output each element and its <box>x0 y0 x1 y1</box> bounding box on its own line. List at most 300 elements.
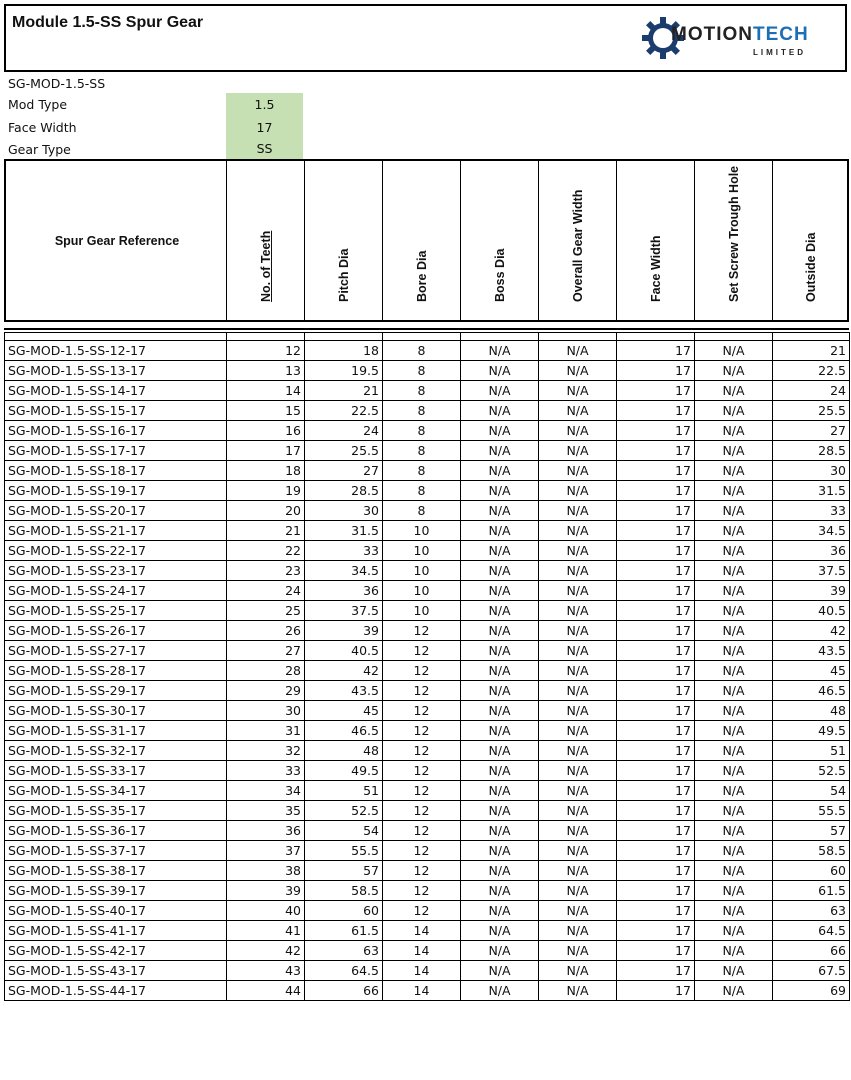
cell-face: 17 <box>617 961 695 981</box>
cell-setscrew: N/A <box>695 761 773 781</box>
cell-bore: 14 <box>383 921 461 941</box>
cell-overall: N/A <box>539 381 617 401</box>
header-face-cell <box>616 161 694 320</box>
cell-boss: N/A <box>461 921 539 941</box>
cell-reference: SG-MOD-1.5-SS-23-17 <box>5 561 227 581</box>
cell-teeth: 21 <box>227 521 305 541</box>
cell-setscrew: N/A <box>695 581 773 601</box>
header-overall-cell <box>538 161 616 320</box>
cell-setscrew: N/A <box>695 501 773 521</box>
cell-bore: 12 <box>383 701 461 721</box>
cell-reference: SG-MOD-1.5-SS-35-17 <box>5 801 227 821</box>
cell-pitch: 30 <box>305 501 383 521</box>
cell-setscrew: N/A <box>695 781 773 801</box>
cell-outside: 42 <box>773 621 850 641</box>
cell-overall: N/A <box>539 461 617 481</box>
cell-setscrew: N/A <box>695 861 773 881</box>
cell-overall: N/A <box>539 341 617 361</box>
cell-overall: N/A <box>539 621 617 641</box>
cell-pitch: 42 <box>305 661 383 681</box>
cell-boss: N/A <box>461 741 539 761</box>
cell-bore: 12 <box>383 681 461 701</box>
header-pitch-cell <box>304 161 382 320</box>
cell-pitch: 34.5 <box>305 561 383 581</box>
cell-setscrew: N/A <box>695 981 773 1001</box>
cell-pitch: 28.5 <box>305 481 383 501</box>
cell-teeth: 24 <box>227 581 305 601</box>
cell-outside: 33 <box>773 501 850 521</box>
cell-face: 17 <box>617 661 695 681</box>
cell-bore: 8 <box>383 461 461 481</box>
cell-outside: 52.5 <box>773 761 850 781</box>
cell-boss: N/A <box>461 661 539 681</box>
page-title: Module 1.5-SS Spur Gear <box>12 14 204 31</box>
cell-reference: SG-MOD-1.5-SS-31-17 <box>5 721 227 741</box>
cell-boss: N/A <box>461 681 539 701</box>
cell-bore: 12 <box>383 781 461 801</box>
cell-teeth: 40 <box>227 901 305 921</box>
table-header <box>4 159 849 322</box>
cell-setscrew: N/A <box>695 841 773 861</box>
cell-teeth: 15 <box>227 401 305 421</box>
cell-bore: 12 <box>383 801 461 821</box>
cell-outside: 69 <box>773 981 850 1001</box>
cell-reference: SG-MOD-1.5-SS-14-17 <box>5 381 227 401</box>
cell-setscrew: N/A <box>695 521 773 541</box>
cell-teeth: 31 <box>227 721 305 741</box>
cell-reference: SG-MOD-1.5-SS-32-17 <box>5 741 227 761</box>
cell-bore: 12 <box>383 761 461 781</box>
table-row <box>5 761 850 781</box>
cell-setscrew: N/A <box>695 701 773 721</box>
cell-pitch: 54 <box>305 821 383 841</box>
cell-overall: N/A <box>539 681 617 701</box>
cell-outside: 57 <box>773 821 850 841</box>
cell-teeth: 33 <box>227 761 305 781</box>
cell-pitch: 31.5 <box>305 521 383 541</box>
table-row <box>5 461 850 481</box>
table-row <box>5 741 850 761</box>
cell-outside: 45 <box>773 661 850 681</box>
cell-bore: 12 <box>383 861 461 881</box>
cell-overall: N/A <box>539 901 617 921</box>
cell-teeth: 42 <box>227 941 305 961</box>
cell-overall: N/A <box>539 861 617 881</box>
table-row <box>5 421 850 441</box>
cell-reference: SG-MOD-1.5-SS-30-17 <box>5 701 227 721</box>
cell-pitch: 25.5 <box>305 441 383 461</box>
cell-outside: 31.5 <box>773 481 850 501</box>
table-row <box>5 641 850 661</box>
cell-setscrew: N/A <box>695 641 773 661</box>
cell-overall: N/A <box>539 581 617 601</box>
table-row <box>5 501 850 521</box>
cell-boss: N/A <box>461 941 539 961</box>
cell-boss: N/A <box>461 521 539 541</box>
cell-setscrew: N/A <box>695 741 773 761</box>
cell-outside: 64.5 <box>773 921 850 941</box>
cell-face: 17 <box>617 541 695 561</box>
cell-overall: N/A <box>539 941 617 961</box>
cell-reference: SG-MOD-1.5-SS-34-17 <box>5 781 227 801</box>
cell-pitch: 24 <box>305 421 383 441</box>
cell-outside: 67.5 <box>773 961 850 981</box>
cell-face: 17 <box>617 761 695 781</box>
cell-reference: SG-MOD-1.5-SS-44-17 <box>5 981 227 1001</box>
motiontech-logo <box>641 10 831 66</box>
cell-bore: 8 <box>383 441 461 461</box>
cell-setscrew: N/A <box>695 941 773 961</box>
header-reference: Spur Gear Reference <box>54 233 180 248</box>
cell-bore: 10 <box>383 541 461 561</box>
cell-face: 17 <box>617 841 695 861</box>
cell-face: 17 <box>617 941 695 961</box>
cell-reference: SG-MOD-1.5-SS-22-17 <box>5 541 227 561</box>
cell-bore: 12 <box>383 821 461 841</box>
cell-face: 17 <box>617 681 695 701</box>
cell-reference: SG-MOD-1.5-SS-42-17 <box>5 941 227 961</box>
cell-setscrew: N/A <box>695 921 773 941</box>
cell-reference: SG-MOD-1.5-SS-37-17 <box>5 841 227 861</box>
cell-overall: N/A <box>539 441 617 461</box>
mod-type-value: 1.5 <box>226 93 303 117</box>
cell-outside: 39 <box>773 581 850 601</box>
cell-setscrew: N/A <box>695 881 773 901</box>
cell-outside: 63 <box>773 901 850 921</box>
cell-teeth: 14 <box>227 381 305 401</box>
cell-pitch: 51 <box>305 781 383 801</box>
cell-bore: 12 <box>383 621 461 641</box>
header-teeth: No. of Teeth <box>258 230 273 302</box>
cell-teeth: 44 <box>227 981 305 1001</box>
header-overall: Overall Gear Width <box>570 189 585 302</box>
table-row <box>5 941 850 961</box>
cell-reference: SG-MOD-1.5-SS-12-17 <box>5 341 227 361</box>
cell-pitch: 39 <box>305 621 383 641</box>
table-row <box>5 621 850 641</box>
cell-overall: N/A <box>539 701 617 721</box>
cell-bore: 12 <box>383 841 461 861</box>
cell-boss: N/A <box>461 821 539 841</box>
table-row <box>5 541 850 561</box>
cell-outside: 40.5 <box>773 601 850 621</box>
cell-outside: 30 <box>773 461 850 481</box>
cell-face: 17 <box>617 361 695 381</box>
table-row <box>5 681 850 701</box>
cell-pitch: 48 <box>305 741 383 761</box>
cell-teeth: 28 <box>227 661 305 681</box>
cell-overall: N/A <box>539 501 617 521</box>
cell-pitch: 40.5 <box>305 641 383 661</box>
cell-outside: 34.5 <box>773 521 850 541</box>
cell-teeth: 29 <box>227 681 305 701</box>
cell-boss: N/A <box>461 441 539 461</box>
header-boss-cell <box>460 161 538 320</box>
cell-overall: N/A <box>539 881 617 901</box>
cell-teeth: 37 <box>227 841 305 861</box>
cell-setscrew: N/A <box>695 381 773 401</box>
cell-setscrew: N/A <box>695 601 773 621</box>
cell-outside: 37.5 <box>773 561 850 581</box>
table-row <box>5 341 850 361</box>
cell-boss: N/A <box>461 481 539 501</box>
cell-boss: N/A <box>461 641 539 661</box>
cell-overall: N/A <box>539 421 617 441</box>
cell-reference: SG-MOD-1.5-SS-36-17 <box>5 821 227 841</box>
cell-pitch: 37.5 <box>305 601 383 621</box>
cell-boss: N/A <box>461 801 539 821</box>
cell-setscrew: N/A <box>695 821 773 841</box>
cell-boss: N/A <box>461 841 539 861</box>
cell-pitch: 22.5 <box>305 401 383 421</box>
header-face: Face Width <box>648 235 663 302</box>
cell-face: 17 <box>617 901 695 921</box>
cell-pitch: 60 <box>305 901 383 921</box>
header-bore: Bore Dia <box>414 250 429 302</box>
cell-teeth: 41 <box>227 921 305 941</box>
cell-setscrew: N/A <box>695 661 773 681</box>
cell-face: 17 <box>617 421 695 441</box>
cell-face: 17 <box>617 981 695 1001</box>
cell-teeth: 35 <box>227 801 305 821</box>
table-row <box>5 561 850 581</box>
cell-face: 17 <box>617 401 695 421</box>
gear-type-value: SS <box>226 139 303 159</box>
cell-teeth: 38 <box>227 861 305 881</box>
cell-setscrew: N/A <box>695 401 773 421</box>
cell-setscrew: N/A <box>695 541 773 561</box>
cell-face: 17 <box>617 601 695 621</box>
cell-overall: N/A <box>539 601 617 621</box>
cell-pitch: 64.5 <box>305 961 383 981</box>
cell-reference: SG-MOD-1.5-SS-24-17 <box>5 581 227 601</box>
cell-pitch: 19.5 <box>305 361 383 381</box>
gear-table-body <box>5 333 850 1001</box>
cell-face: 17 <box>617 821 695 841</box>
cell-outside: 48 <box>773 701 850 721</box>
cell-teeth: 17 <box>227 441 305 461</box>
cell-boss: N/A <box>461 541 539 561</box>
cell-face: 17 <box>617 721 695 741</box>
cell-teeth: 19 <box>227 481 305 501</box>
table-row <box>5 601 850 621</box>
cell-face: 17 <box>617 881 695 901</box>
cell-overall: N/A <box>539 721 617 741</box>
header-outside-cell <box>772 161 849 320</box>
table-row <box>5 821 850 841</box>
cell-boss: N/A <box>461 341 539 361</box>
cell-face: 17 <box>617 781 695 801</box>
cell-pitch: 21 <box>305 381 383 401</box>
header-pitch: Pitch Dia <box>336 248 351 302</box>
cell-reference: SG-MOD-1.5-SS-21-17 <box>5 521 227 541</box>
cell-bore: 10 <box>383 561 461 581</box>
cell-bore: 12 <box>383 881 461 901</box>
cell-outside: 46.5 <box>773 681 850 701</box>
cell-teeth: 18 <box>227 461 305 481</box>
cell-face: 17 <box>617 801 695 821</box>
header-bore-cell <box>382 161 460 320</box>
cell-boss: N/A <box>461 421 539 441</box>
cell-overall: N/A <box>539 801 617 821</box>
cell-teeth: 27 <box>227 641 305 661</box>
cell-teeth: 22 <box>227 541 305 561</box>
cell-boss: N/A <box>461 581 539 601</box>
cell-overall: N/A <box>539 841 617 861</box>
cell-reference: SG-MOD-1.5-SS-39-17 <box>5 881 227 901</box>
cell-bore: 8 <box>383 481 461 501</box>
cell-bore: 10 <box>383 601 461 621</box>
header-outside: Outside Dia <box>804 232 818 302</box>
cell-outside: 49.5 <box>773 721 850 741</box>
cell-overall: N/A <box>539 961 617 981</box>
cell-bore: 12 <box>383 721 461 741</box>
cell-reference: SG-MOD-1.5-SS-25-17 <box>5 601 227 621</box>
cell-outside: 60 <box>773 861 850 881</box>
cell-boss: N/A <box>461 701 539 721</box>
cell-overall: N/A <box>539 981 617 1001</box>
cell-reference: SG-MOD-1.5-SS-29-17 <box>5 681 227 701</box>
cell-boss: N/A <box>461 401 539 421</box>
cell-setscrew: N/A <box>695 621 773 641</box>
cell-pitch: 52.5 <box>305 801 383 821</box>
cell-face: 17 <box>617 521 695 541</box>
cell-boss: N/A <box>461 621 539 641</box>
cell-bore: 8 <box>383 361 461 381</box>
cell-outside: 51 <box>773 741 850 761</box>
cell-reference: SG-MOD-1.5-SS-19-17 <box>5 481 227 501</box>
cell-pitch: 63 <box>305 941 383 961</box>
cell-reference: SG-MOD-1.5-SS-26-17 <box>5 621 227 641</box>
cell-pitch: 27 <box>305 461 383 481</box>
table-row <box>5 361 850 381</box>
table-row <box>5 721 850 741</box>
cell-outside: 55.5 <box>773 801 850 821</box>
cell-teeth: 13 <box>227 361 305 381</box>
cell-boss: N/A <box>461 961 539 981</box>
cell-pitch: 45 <box>305 701 383 721</box>
cell-overall: N/A <box>539 541 617 561</box>
cell-face: 17 <box>617 381 695 401</box>
cell-reference: SG-MOD-1.5-SS-13-17 <box>5 361 227 381</box>
cell-outside: 22.5 <box>773 361 850 381</box>
cell-teeth: 20 <box>227 501 305 521</box>
cell-pitch: 46.5 <box>305 721 383 741</box>
cell-teeth: 26 <box>227 621 305 641</box>
cell-overall: N/A <box>539 761 617 781</box>
cell-outside: 58.5 <box>773 841 850 861</box>
cell-bore: 12 <box>383 741 461 761</box>
cell-pitch: 36 <box>305 581 383 601</box>
cell-outside: 36 <box>773 541 850 561</box>
gear-type-label: Gear Type <box>8 142 71 157</box>
cell-teeth: 12 <box>227 341 305 361</box>
title-box <box>4 4 847 72</box>
cell-face: 17 <box>617 641 695 661</box>
cell-reference: SG-MOD-1.5-SS-43-17 <box>5 961 227 981</box>
cell-overall: N/A <box>539 361 617 381</box>
cell-setscrew: N/A <box>695 421 773 441</box>
cell-reference: SG-MOD-1.5-SS-38-17 <box>5 861 227 881</box>
cell-setscrew: N/A <box>695 901 773 921</box>
logo-word-b: TECH <box>753 24 809 45</box>
cell-reference: SG-MOD-1.5-SS-40-17 <box>5 901 227 921</box>
cell-teeth: 25 <box>227 601 305 621</box>
header-boss: Boss Dia <box>492 248 507 302</box>
header-teeth-cell <box>226 161 304 320</box>
cell-overall: N/A <box>539 521 617 541</box>
gear-code: SG-MOD-1.5-SS <box>8 76 106 91</box>
cell-setscrew: N/A <box>695 801 773 821</box>
table-row <box>5 481 850 501</box>
cell-boss: N/A <box>461 561 539 581</box>
cell-boss: N/A <box>461 881 539 901</box>
cell-teeth: 43 <box>227 961 305 981</box>
cell-reference: SG-MOD-1.5-SS-41-17 <box>5 921 227 941</box>
cell-setscrew: N/A <box>695 481 773 501</box>
cell-outside: 21 <box>773 341 850 361</box>
cell-overall: N/A <box>539 741 617 761</box>
table-row <box>5 581 850 601</box>
cell-reference: SG-MOD-1.5-SS-33-17 <box>5 761 227 781</box>
cell-outside: 25.5 <box>773 401 850 421</box>
cell-overall: N/A <box>539 921 617 941</box>
cell-face: 17 <box>617 341 695 361</box>
table-row <box>5 781 850 801</box>
logo-subtitle: LIMITED <box>753 48 806 57</box>
cell-bore: 14 <box>383 941 461 961</box>
mod-type-label: Mod Type <box>8 97 68 112</box>
cell-face: 17 <box>617 561 695 581</box>
cell-pitch: 58.5 <box>305 881 383 901</box>
cell-boss: N/A <box>461 861 539 881</box>
gear-table <box>4 332 850 1001</box>
cell-pitch: 18 <box>305 341 383 361</box>
table-row <box>5 381 850 401</box>
face-width-value: 17 <box>226 117 303 139</box>
cell-outside: 61.5 <box>773 881 850 901</box>
face-width-label: Face Width <box>8 120 77 135</box>
cell-bore: 14 <box>383 961 461 981</box>
table-row <box>5 961 850 981</box>
cell-pitch: 33 <box>305 541 383 561</box>
cell-setscrew: N/A <box>695 561 773 581</box>
cell-outside: 43.5 <box>773 641 850 661</box>
cell-boss: N/A <box>461 981 539 1001</box>
cell-reference: SG-MOD-1.5-SS-16-17 <box>5 421 227 441</box>
table-row <box>5 841 850 861</box>
cell-overall: N/A <box>539 781 617 801</box>
cell-teeth: 30 <box>227 701 305 721</box>
cell-teeth: 23 <box>227 561 305 581</box>
cell-face: 17 <box>617 461 695 481</box>
cell-setscrew: N/A <box>695 361 773 381</box>
cell-teeth: 16 <box>227 421 305 441</box>
cell-pitch: 55.5 <box>305 841 383 861</box>
cell-overall: N/A <box>539 821 617 841</box>
cell-boss: N/A <box>461 461 539 481</box>
cell-bore: 10 <box>383 581 461 601</box>
table-row <box>5 921 850 941</box>
cell-teeth: 36 <box>227 821 305 841</box>
cell-teeth: 34 <box>227 781 305 801</box>
cell-bore: 12 <box>383 661 461 681</box>
cell-reference: SG-MOD-1.5-SS-20-17 <box>5 501 227 521</box>
cell-bore: 8 <box>383 421 461 441</box>
cell-bore: 8 <box>383 381 461 401</box>
cell-overall: N/A <box>539 481 617 501</box>
cell-face: 17 <box>617 581 695 601</box>
